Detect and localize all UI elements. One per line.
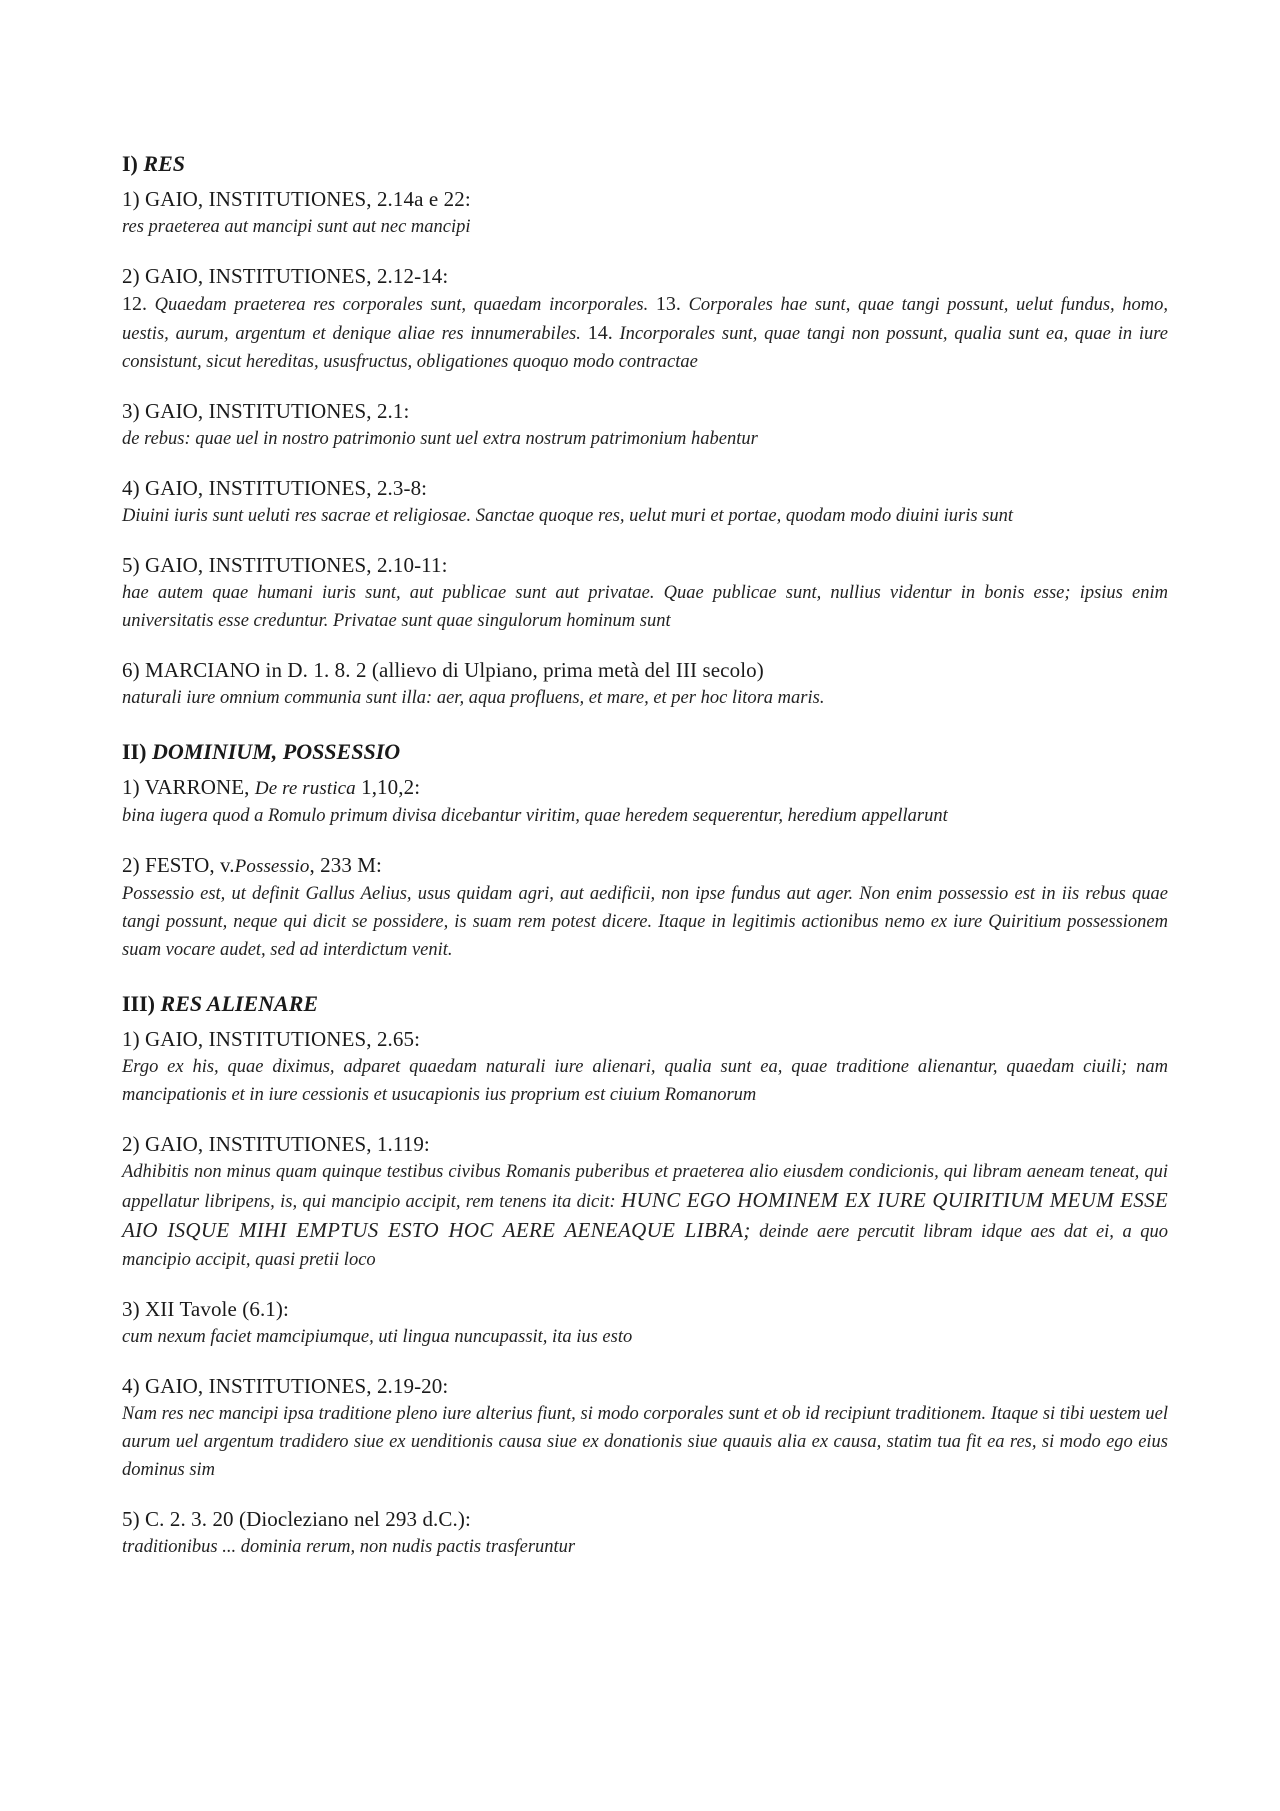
formula-text: HUNC EGO HOMINEM EX IURE QUIRITIUM MEUM ESSE AIO ISQUE MIHI EMPTUS ESTO HOC AERE AENEAQUE LIBRA; bbox=[122, 1188, 1169, 1242]
source-author: 2) FESTO, v. bbox=[122, 853, 235, 877]
citation-entry bbox=[122, 475, 1168, 530]
citation-entry bbox=[122, 1026, 1168, 1109]
paragraph-number: 13. bbox=[655, 293, 681, 315]
citation-entry bbox=[122, 1296, 1168, 1351]
section-number: III) bbox=[122, 991, 156, 1016]
citation-text-part: deinde aere percutit libram idque aes dat ei, a quo mancipio accipit, quasi pretii loco bbox=[122, 1222, 1168, 1270]
citation-text bbox=[122, 290, 1168, 376]
document-content bbox=[122, 150, 1168, 1587]
source-work-title: Possessio bbox=[234, 856, 310, 877]
citation-text bbox=[122, 1158, 1168, 1274]
citation-source bbox=[122, 774, 1168, 802]
section-title: DOMINIUM, POSSESSIO bbox=[151, 739, 401, 764]
citation-entry bbox=[122, 263, 1168, 376]
citation-source: 1) GAIO, INSTITUTIONES, 2.14a e 22: bbox=[122, 187, 471, 211]
section-heading bbox=[122, 150, 1168, 178]
citation-text: traditionibus ... dominia rerum, non nudis pactis trasferuntur bbox=[122, 1537, 576, 1557]
section-number: II) bbox=[122, 739, 147, 764]
section-res-alienare bbox=[122, 990, 1168, 1561]
section-dominium-possessio bbox=[122, 738, 1168, 964]
citation-entry bbox=[122, 398, 1168, 453]
citation-source: 3) GAIO, INSTITUTIONES, 2.1: bbox=[122, 399, 410, 423]
citation-text: Nam res nec mancipi ipsa traditione pleno iure alterius fiunt, si modo corporales sunt et ob id recipiunt traditionem. Itaque si tibi uestem uel aurum uel argentum tradidero siue ex uenditionis causa siue ex donationis siue quauis alia ex causa, statim tua fit ea res, si modo ego eius dominus sim bbox=[122, 1404, 1168, 1480]
citation-text: hae autem quae humani iuris sunt, aut publicae sunt aut privatae. Quae publicae sunt, nullius videntur in bonis esse; ipsius enim universitatis esse creduntur. Privatae sunt quae singulorum hominum sunt bbox=[122, 583, 1168, 631]
citation-source: 2) GAIO, INSTITUTIONES, 1.119: bbox=[122, 1132, 430, 1156]
citation-entry bbox=[122, 1373, 1168, 1484]
citation-text: cum nexum faciet mamcipiumque, uti lingua nuncupassit, ita ius esto bbox=[122, 1327, 633, 1347]
paragraph-text: Incorporales sunt, quae tangi non possunt, qualia sunt ea, quae in iure consistunt, sicut hereditas, ususfructus, obligationes quoquo modo contractae bbox=[122, 324, 1169, 372]
citation-source: 5) C. 2. 3. 20 (Diocleziano nel 293 d.C.): bbox=[122, 1507, 471, 1531]
source-reference: 1,10,2: bbox=[361, 775, 421, 799]
citation-entry bbox=[122, 552, 1168, 635]
section-res bbox=[122, 150, 1168, 712]
citation-entry bbox=[122, 774, 1168, 830]
citation-text: bina iugera quod a Romulo primum divisa dicebantur viritim, quae heredem sequerentur, heredium appellarunt bbox=[122, 806, 948, 826]
section-heading bbox=[122, 738, 1168, 766]
citation-source: 5) GAIO, INSTITUTIONES, 2.10-11: bbox=[122, 553, 448, 577]
section-number: I) bbox=[122, 151, 138, 176]
citation-entry bbox=[122, 186, 1168, 241]
citation-text: naturali iure omnium communia sunt illa: aer, aqua profluens, et mare, et per hoc litora maris. bbox=[122, 688, 825, 708]
citation-text: Ergo ex his, quae diximus, adparet quaedam naturali iure alienari, qualia sunt ea, quae traditione alienantur, quaedam ciuili; nam mancipationis et in iure cessionis et usucapionis ius proprium est ciuium Romanorum bbox=[122, 1057, 1168, 1105]
source-author: 1) VARRONE, bbox=[122, 775, 250, 799]
citation-source: 2) GAIO, INSTITUTIONES, 2.12-14: bbox=[122, 264, 449, 288]
paragraph-text: Corporales hae sunt, quae tangi possunt, uelut fundus, homo, uestis, aurum, argentum et denique aliae res innumerabiles. bbox=[122, 295, 1169, 344]
section-heading bbox=[122, 990, 1168, 1018]
citation-source: 3) XII Tavole (6.1): bbox=[122, 1297, 289, 1321]
citation-entry bbox=[122, 1131, 1168, 1274]
citation-source: 4) GAIO, INSTITUTIONES, 2.3-8: bbox=[122, 476, 428, 500]
citation-source: 1) GAIO, INSTITUTIONES, 2.65: bbox=[122, 1027, 421, 1051]
paragraph-number: 14. bbox=[587, 322, 613, 344]
section-title: RES bbox=[143, 151, 185, 176]
citation-source: 6) MARCIANO in D. 1. 8. 2 (allievo di Ulpiano, prima metà del III secolo) bbox=[122, 658, 764, 682]
citation-source: 4) GAIO, INSTITUTIONES, 2.19-20: bbox=[122, 1374, 449, 1398]
citation-text: Diuini iuris sunt ueluti res sacrae et religiosae. Sanctae quoque res, uelut muri et portae, quodam modo diuini iuris sunt bbox=[122, 506, 1014, 526]
citation-entry bbox=[122, 1506, 1168, 1561]
paragraph-number: 12. bbox=[122, 293, 147, 315]
citation-text-part: Adhibitis non minus quam quinque testibus civibus Romanis puberibus et praeterea alio eiusdem condicionis, qui libram aeneam teneat, qui appellatur libripens, is, qui mancipio accipit, rem tenens ita dicit: bbox=[122, 1162, 1168, 1212]
citation-text: res praeterea aut mancipi sunt aut nec mancipi bbox=[122, 217, 471, 237]
citation-entry bbox=[122, 657, 1168, 712]
citation-text: Possessio est, ut definit Gallus Aelius, usus quidam agri, aut aedificii, non ipse fundus aut ager. Non enim possessio est in iis rebus quae tangi possunt, neque qui dicit se possidere, is suam rem potest dicere. Itaque in legitimis actionibus nemo ex iure Quiritium possessionem suam vocare audet, sed ad interdictum venit. bbox=[122, 884, 1168, 960]
citation-entry bbox=[122, 852, 1168, 964]
citation-source bbox=[122, 852, 1168, 880]
citation-text: de rebus: quae uel in nostro patrimonio sunt uel extra nostrum patrimonium habentur bbox=[122, 429, 758, 449]
source-reference: , 233 M: bbox=[309, 853, 382, 877]
paragraph-text: Quaedam praeterea res corporales sunt, quaedam incorporales. bbox=[154, 295, 649, 315]
source-work-title: De re rustica bbox=[254, 778, 356, 799]
section-title: RES ALIENARE bbox=[160, 991, 319, 1016]
